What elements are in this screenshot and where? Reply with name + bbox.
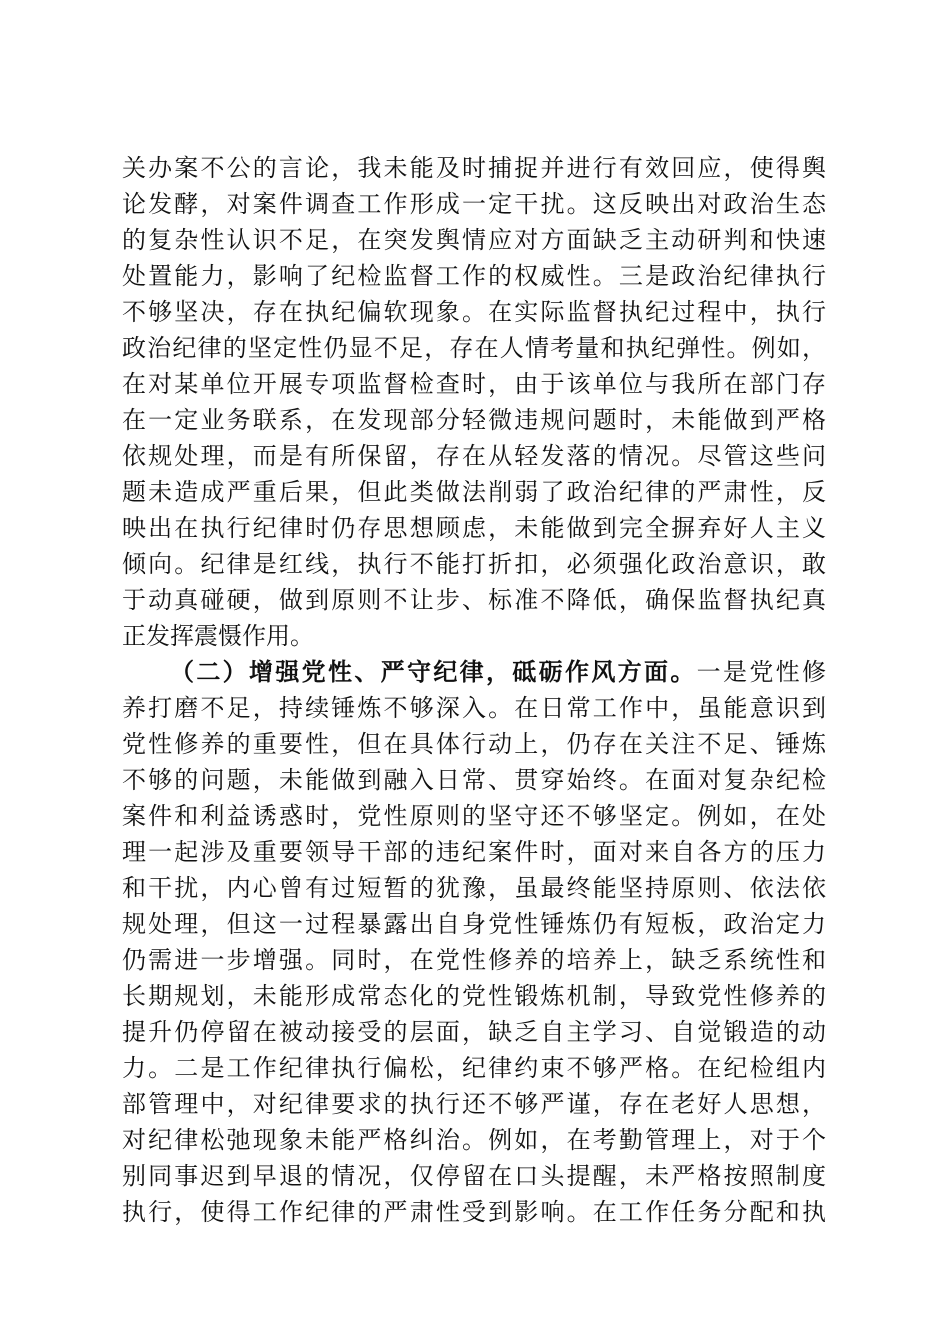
text-line: 倾向。纪律是红线，执行不能打折扣，必须强化政治意识，敢: [122, 550, 826, 578]
text-line: 别同事迟到早退的情况，仅停留在口头提醒，未严格按照制度: [122, 1162, 826, 1190]
section-heading: （二）增强党性、严守纪律，砥砺作风方面。: [170, 657, 697, 686]
text-line: 规处理，但这一过程暴露出自身党性锤炼仍有短板，政治定力: [122, 910, 826, 938]
text-span: 一是党性修: [696, 658, 827, 686]
text-line: 映出在执行纪律时仍存思想顾虑，未能做到完全摒弃好人主义: [122, 514, 826, 542]
text-line: 和干扰，内心曾有过短暂的犹豫，虽最终能坚持原则、依法依: [122, 874, 826, 902]
text-line: 部管理中，对纪律要求的执行还不够严谨，存在老好人思想，: [122, 1090, 826, 1118]
text-line: 力。二是工作纪律执行偏松，纪律约束不够严格。在纪检组内: [122, 1054, 826, 1082]
text-line: 题未造成严重后果，但此类做法削弱了政治纪律的严肃性，反: [122, 478, 826, 506]
text-line: 论发酵，对案件调查工作形成一定干扰。这反映出对政治生态: [122, 190, 826, 218]
text-line: 不够坚决，存在执纪偏软现象。在实际监督执纪过程中，执行: [122, 298, 826, 326]
text-line: 在一定业务联系，在发现部分轻微违规问题时，未能做到严格: [122, 406, 826, 434]
text-line: 执行，使得工作纪律的严肃性受到影响。在工作任务分配和执: [122, 1198, 826, 1226]
text-line: 对纪律松弛现象未能严格纠治。例如，在考勤管理上，对于个: [122, 1126, 826, 1154]
text-line: 党性修养的重要性，但在具体行动上，仍存在关注不足、锤炼: [122, 730, 826, 758]
text-line: 长期规划，未能形成常态化的党性锻炼机制，导致党性修养的: [122, 982, 826, 1010]
text-line: 正发挥震慑作用。: [122, 622, 314, 650]
text-line: 案件和利益诱惑时，党性原则的坚守还不够坚定。例如，在处: [122, 802, 826, 830]
text-line: 提升仍停留在被动接受的层面，缺乏自主学习、自觉锻造的动: [122, 1018, 826, 1046]
text-line: 依规处理，而是有所保留，存在从轻发落的情况。尽管这些问: [122, 442, 826, 470]
text-line: 养打磨不足，持续锤炼不够深入。在日常工作中，虽能意识到: [122, 694, 826, 722]
section-heading-line: [122, 654, 826, 690]
text-line: 不够的问题，未能做到融入日常、贯穿始终。在面对复杂纪检: [122, 766, 826, 794]
text-line: 的复杂性认识不足，在突发舆情应对方面缺乏主动研判和快速: [122, 226, 826, 254]
text-line: 在对某单位开展专项监督检查时，由于该单位与我所在部门存: [122, 370, 826, 398]
text-line: 处置能力，影响了纪检监督工作的权威性。三是政治纪律执行: [122, 262, 826, 290]
text-line: 仍需进一步增强。同时，在党性修养的培养上，缺乏系统性和: [122, 946, 826, 974]
body-text: [122, 150, 826, 1230]
text-line: 于动真碰硬，做到原则不让步、标准不降低，确保监督执纪真: [122, 586, 826, 614]
text-line: 政治纪律的坚定性仍显不足，存在人情考量和执纪弹性。例如，: [122, 334, 826, 362]
text-line: 理一起涉及重要领导干部的违纪案件时，面对来自各方的压力: [122, 838, 826, 866]
text-line: 关办案不公的言论，我未能及时捕捉并进行有效回应，使得舆: [122, 154, 826, 182]
